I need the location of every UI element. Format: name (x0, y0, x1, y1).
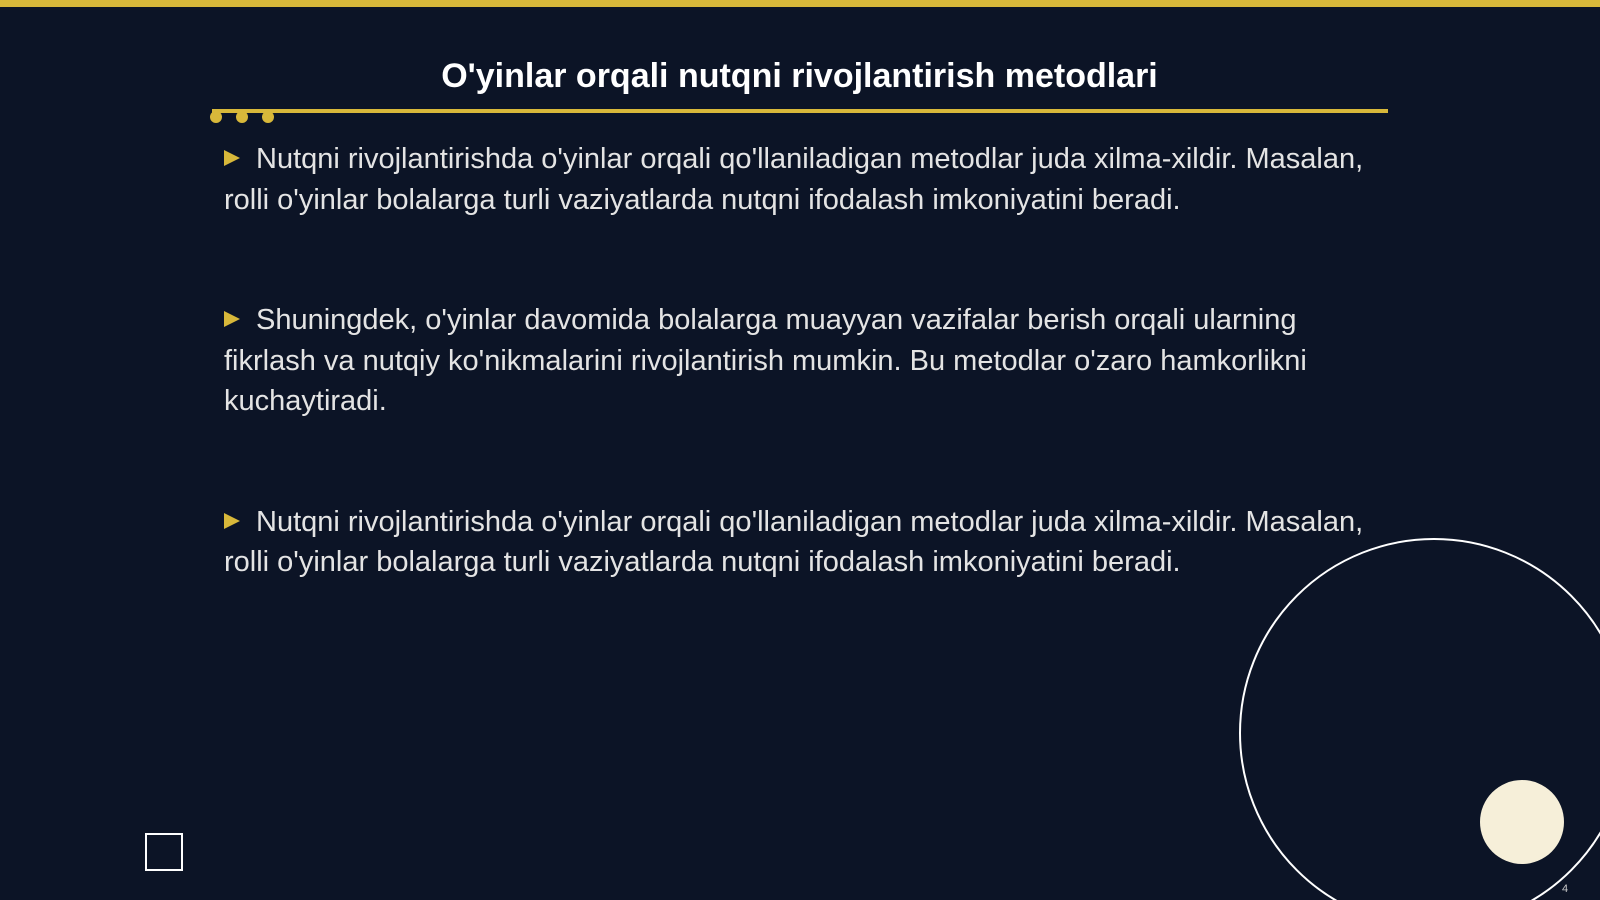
bullet-text: Nutqni rivojlantirishda o'yinlar orqali qo'llaniladigan metodlar juda xilma-xildir. Masalan, rolli o'yinlar bolalarga turli vaziyatlarda nutqni ifodalash imkoniyatini beradi. (224, 505, 1364, 578)
bullet-list (224, 139, 1374, 663)
title-dots-decoration (210, 111, 290, 125)
slide-title: O'yinlar orqali nutqni rivojlantirish metodlari (441, 57, 1158, 95)
bullet-item (224, 502, 1374, 583)
bullet-text: Shuningdek, o'yinlar davomida bolalarga muayyan vazifalar berish orqali ularning fikrlash va nutqiy ko'nikmalarini rivojlantirish mumkin. Bu metodlar o'zaro hamkorlikni kuchaytiradi. (224, 304, 1307, 417)
bullet-item (224, 300, 1374, 422)
page-number: 4 (1562, 883, 1569, 895)
cream-circle-decoration (1480, 780, 1564, 864)
decoration-dot (236, 111, 248, 123)
triangle-right-icon (224, 311, 240, 327)
bullet-text: Nutqni rivojlantirishda o'yinlar orqali qo'llaniladigan metodlar juda xilma-xildir. Masalan, rolli o'yinlar bolalarga turli vaziyatlarda nutqni ifodalash imkoniyatini beradi. (224, 143, 1364, 216)
square-outline-decoration (145, 833, 183, 871)
triangle-right-icon (224, 150, 240, 166)
title-underline (212, 109, 1388, 113)
bullet-item (224, 139, 1374, 220)
top-accent-bar (0, 0, 1600, 7)
triangle-right-icon (224, 513, 240, 529)
decoration-dot (262, 111, 274, 123)
decoration-dot (210, 111, 222, 123)
